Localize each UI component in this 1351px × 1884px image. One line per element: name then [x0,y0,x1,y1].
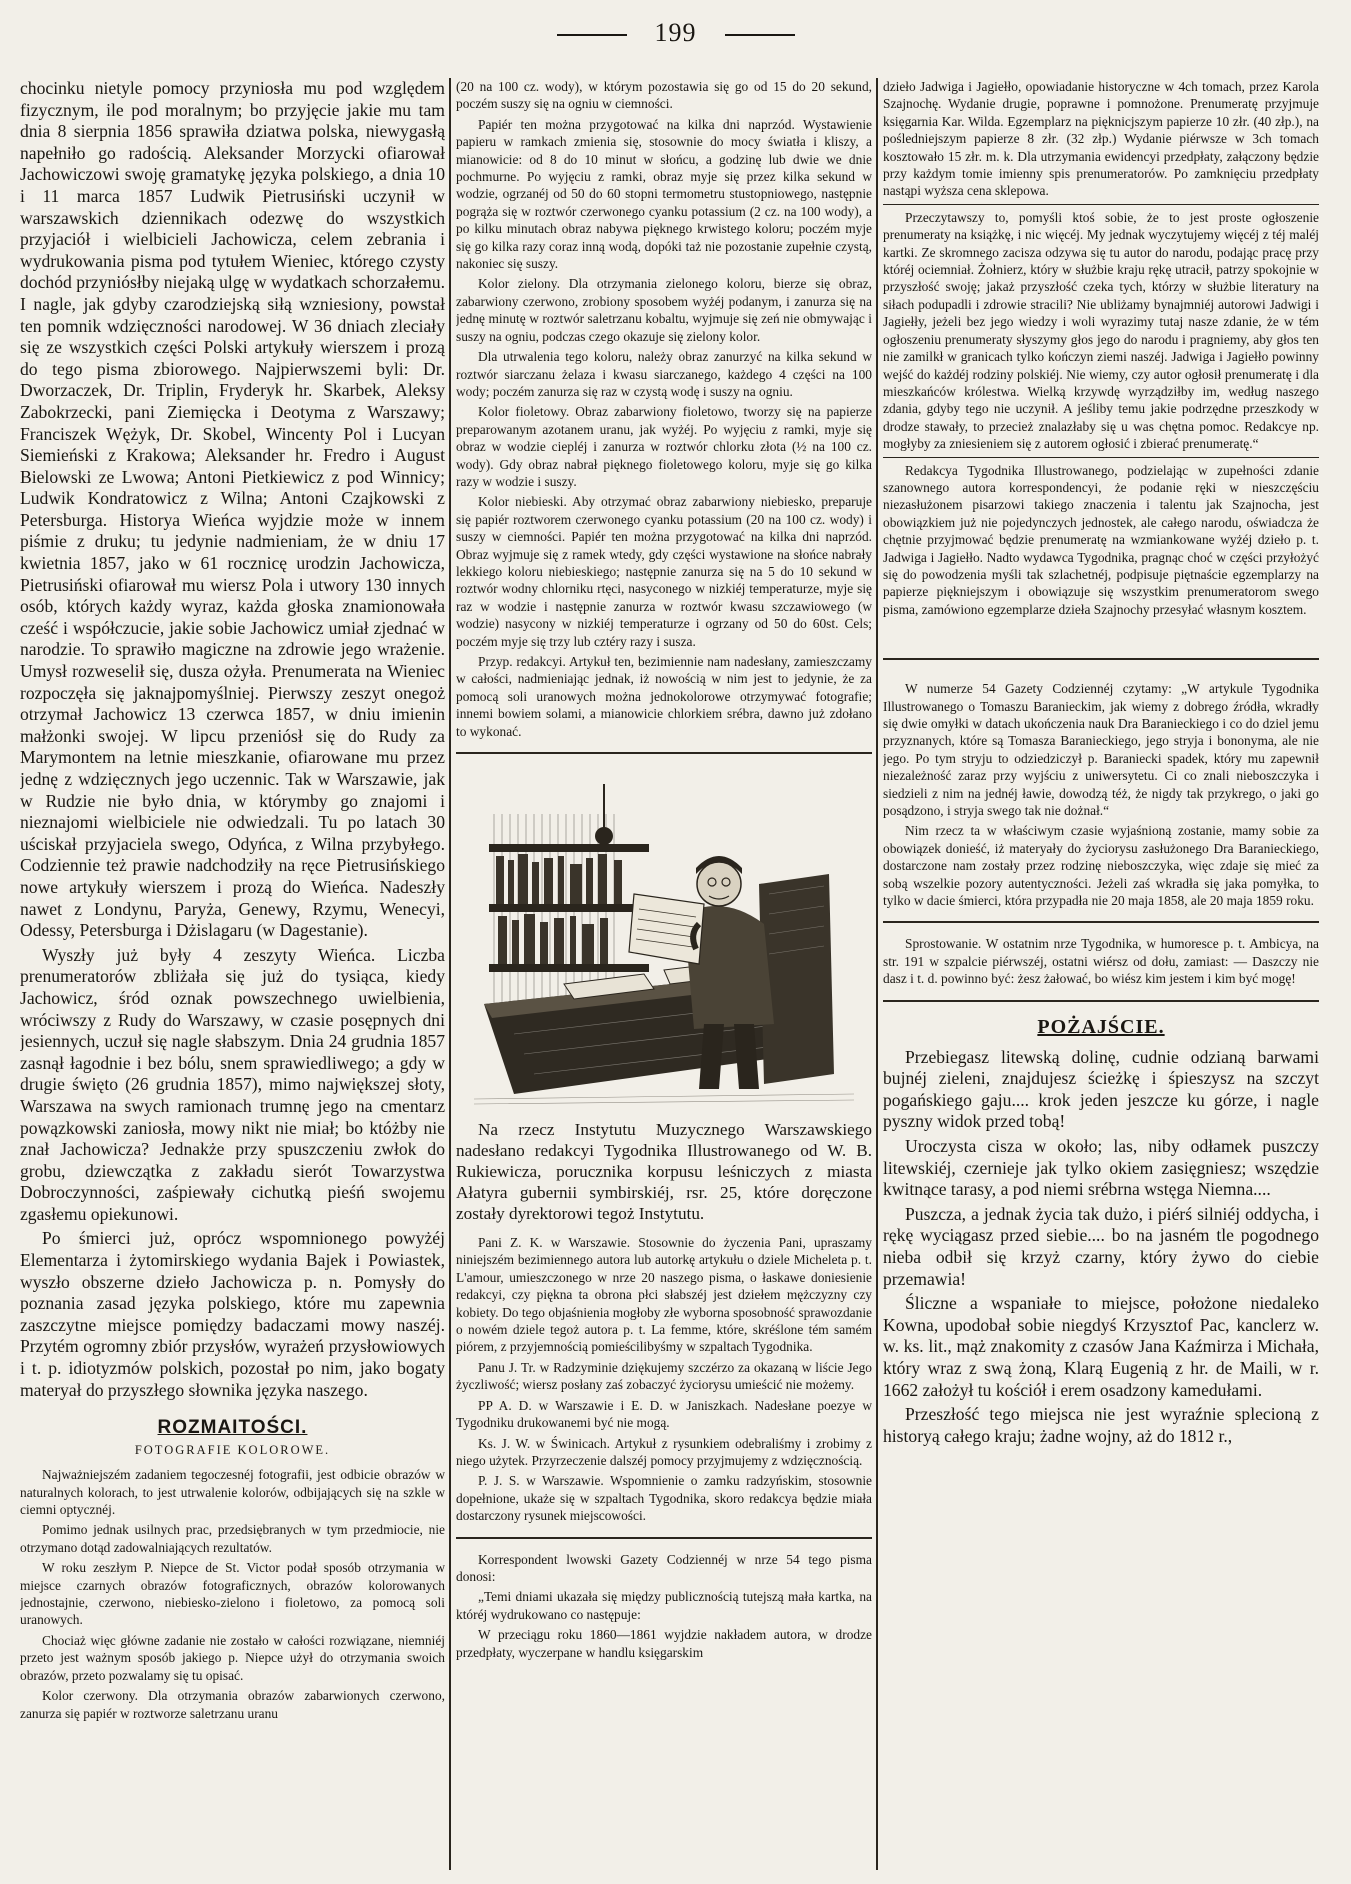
column-3 [883,78,1319,1870]
column-divider-2 [876,78,878,1870]
section-rule [883,1000,1319,1002]
paragraph: Korrespondent lwowski Gazety Codziennéj w nrze 54 tego pisma donosi: [456,1551,872,1584]
paragraph: Przeczytawszy to, pomyśli ktoś sobie, że to jest proste ogłoszenie prenumeraty na książkę, i nic więcéj. My jednak wyczytujemy więcéj z téj maléj kartki. Ze skromnego zacisza odzywa się tu autor do narodu, podając pracę przy któréj ociemniał. Żołnierz, który w służbie kraju rękę utracił, patrzy spokojnie w przyszłość swoję; jakaż przyszłość czeka tych, którzy w służbie literatury na siłach podupadli i zdrowie stracili? Nie ubliżamy bynajmniéj autorowi Jadwigi i Jagiełły, jeżeli bez jego wiedzy i woli wyrazimy tutaj nasze zdanie, że w tém ogłoszeniu prenumeraty słyszymy głos jego do narodu i pragniemy, aby głos ten nie zamilkł w granicach tylko kończyn ziemi naszéj. Jadwiga i Jagiełło powinny wejść do każdéj rodziny polskiéj. Nie wiemy, czy autor ogłosił prenumeratę i dla mieszkańców królestwa. Wielką krzywdę wyrządziłby im, według naszego zdania, gdyby tego nie uczynił. A jeśliby temu jakie podrzędne przeszkody w drodze stawały, to przecież znalazłaby się u was chętna pomoc. Redakcye np. mogłyby za zniesieniem się z autorem ogłosić i zbierać prenumeratę.“ [883,209,1319,452]
paragraph: Kolor niebieski. Aby otrzymać obraz zabarwiony niebiesko, preparuje się papiér roztworem czerwonego cyanku potassium (20 na 100 cz. wody) i suszy w ciemności. Papiér ten można przygotować na kilka dni naprzód. Obraz wyjmuje się z ramek wtedy, gdy części wystawione na słońce nabrały lekkiego koloru niebieskiego; następnie zanurza się na 5 do 10 sekund w roztwór wodny chlorniku rtęci, nasyconego w nizkiéj temperaturze, myje się raz w wodzie i następnie zanurza w roztwór kwasu szczawiowego (w wodzie) nasycony w nizkiéj temperaturze i ogrzany od 50 do 60st. Cels; poczém myje się trzy lub cztéry razy i susza. [456,494,872,649]
paragraph: Przeszłość tego miejsca nie jest wyraźnie splecioną z historyą całego kraju; żadne wojny, aż do 1812 r., [883,1404,1319,1446]
poem-heading: POŻAJŚCIE. [1037,1015,1165,1038]
paragraph: Przyp. redakcyi. Artykuł ten, bezimiennie nam nadesłany, zamieszczamy w całości, nadmieniając jednak, iż nowością w nim jest to jedynie, że za pomocą soli uranowych można jednokolorowe otrzymywać fotografie; innemi bowiem solami, a mianowicie chlorkiem srébra, dawno już zdołano to wykonać. [456,654,872,739]
paragraph: Redakcya Tygodnika Illustrowanego, podzielając w zupełności zdanie szanownego autora korrespondencyi, że podanie ręki w nieszczęściu niezasłużonem pisarzowi takiego znaczenia i talentu jak Szajnocha, jest obowiązkiem już nie pojedynczych jednostek, ale całego narodu, oświadcza że chętnie przyjmować będzie prenumeratę na wzmiankowane wyżéj dzieło p. t. Jadwiga i Jagiełło. Nadto wydawca Tygodnika, pragnąc choć w części przyłożyć się do powodzenia myśli tak szlachetnéj, podpisuje piętnaście egzemplarzy na papierze piękniejszym i obowiązuje się wszystkim prenumeratorom swego pisma, zamówiono egzemplarze dzieła Szajnochy przesyłać własnym kosztem. [883,462,1319,617]
column-1 [20,78,445,1870]
paragraph: „Temi dniami ukazała się między publicznością tutejszą mała kartka, na któréj wydrukowano co następuje: [456,1589,872,1622]
section-rule [883,204,1319,205]
section-rule [456,752,872,754]
paragraph: PP A. D. w Warszawie i E. D. w Janiszkach. Nadesłane poezye w Tygodniku drukowanemi być nie mogą. [456,1397,872,1431]
paragraph: Śliczne a wspaniałe to miejsce, położone niedaleko Kowna, upodobał sobie niegdyś Krzysztof Pac, kanclerz w. w. ks. lit., mąż znakomity z czasów Jana Kaźmirza i Michała, który wraz z swą żoną, Klarą Eugenią z hr. de Maili, w r. 1662 założył tu kościół i erem osadzony kamedułami. [883,1293,1319,1400]
paragraph: dzieło Jadwiga i Jagiełło, opowiadanie historyczne w 4ch tomach, przez Karola Szajnochę. Wydanie drugie, poprawne i pomnożone. Prenumeratę przyjmuje księgarnia Kar. Wilda. Egzemplarz na pięknicjszym papierze 10 złr. (40 złp.), na pośledniejszym papierze 8 złr. (32 złp.) Wydanie piérwsze w 3ch tomach kosztowało 15 złr. m. k. Dla utrzymania ewidencyi przedpłaty, załączony będzie przy każdym tomie imienny spis prenumeratorów. Po zamknięciu przedpłaty nastąpi wyższa cena sklepowa. [883,79,1319,199]
section-rule [883,658,1319,660]
paragraph: (20 na 100 cz. wody), w którym pozostawia się go od 15 do 20 sekund, poczém suszy się na ogniu w ciemności. [456,79,872,112]
engraving-illustration [474,774,854,1109]
paragraph: Kolor fioletowy. Obraz zabarwiony fioletowo, tworzy się na papierze preparowanym azotanem uranu, jak wyżéj. Po wyjęciu z ramki, myje się obraz w wodzie ciepléj i zanurza w roztwór chlorku złota (½ na 100 cz. wody). Gdy obraz nabrał pięknego fioletowego koloru, myje się go kilka razy w wodzie i suszy. [456,404,872,489]
section-rule [883,921,1319,923]
paragraph: W numerze 54 Gazety Codziennéj czytamy: „W artykule Tygodnika Illustrowanego o Tomaszu Baranieckim, jak wiemy z dobrego źródła, wkradły się dwie omyłki w datach ukończenia nauk Dra Baranieckiego i co do dziel jemu przyznanych, które są Tomasza Baranieckiego, jego stryja i bononyma, ale nie jego. Po tym stryju to odziedziczył p. Baraniecki spadek, który mu zapewnił niezależność zaraz przy wyjściu z uniwersytetu. Ci co znali nieboszczyka i siedzieli z nim na jednéj ławie, dowodzą téż, że nigdy tak przykrego, o jaki go posądzono, i stryja swego tak nie dożnał.“ [883,681,1319,819]
paragraph: Kolor czerwony. Dla otrzymania obrazów zabarwionych czerwono, zanurza się papiér w roztworze saletrzanu uranu [20,1688,445,1721]
paragraph: P. J. S. w Warszawie. Wspomnienie o zamku radzyńskim, stosownie dopełnione, ukaże się w szpaltach Tygodnika, skoro redakcya będzie miała dostarczony rysunek miejscowości. [456,1473,872,1524]
paragraph: Panu J. Tr. w Radzyminie dziękujemy szczérzo za okazaną w liście Jego życzliwość; wiersz posłany zaś zobaczyć życiorysu umieścić nie możemy. [456,1359,872,1393]
paragraph: W roku zeszłym P. Niepce de St. Victor podał sposób otrzymania w miejsce czarnych obrazów fotograficznych, obrazów kolorowanych jednostajnie, czerwono, niebiesko-zielono i fioletowo, za pomocą soli uranowych. [20,1560,445,1628]
paragraph: Puszcza, a jednak życia tak dużo, i piérś silniéj oddycha, i rękę wyciągasz przed siebie.... bo na jasném tle pogodnego nieba odbił się krzyż czarny, który żywo do ciebie przemawia! [883,1203,1319,1289]
paragraph: Po śmierci już, oprócz wspomnionego powyżéj Elementarza i żytomirskiego wydania Bajek i Powiastek, wyszło obszerne dzieło Jachowicza p. n. Pomysły do poznania zasad języka polskiego, które mu zapewnia zaszczytne miejsce pomiędzy badaczami mowy naszéj. Przytém ogromny zbiór przysłów, wyrażeń przysłowiowych i t. p. idiotyzmów polskich, pozostał po nim, jako bogaty materyał do przyszłego słownika języka naszego. [20,1228,445,1400]
header-rule-left [557,34,627,36]
paragraph: Kolor zielony. Dla otrzymania zielonego koloru, bierze się obraz, zabarwiony czerwono, zrobiony sposobem wyżéj podanym, i zanurza się na jednę minutę w roztwór saletrzanu kobaltu, wyjmuje się zeń nie obmywając i suszy na ogniu, podczas czego okazuje się zielony kolor. [456,276,872,344]
page-number-header [0,18,1351,48]
paragraph: Najważniejszém zadaniem tegoczesnéj fotografii, jest odbicie obrazów w naturalnych kolorach, to jest utrwalenie kolorów, odbijających się na szkle w ciemni optycznéj. [20,1467,445,1518]
paragraph: Przebiegasz litewską dolinę, cudnie odzianą barwami bujnéj zieleni, znajdujesz ścieżkę i śpieszysz na szczyt pogańskiego gaju.... krok jeden jeszcze ku górze, i nagle pyszny widok przed tobą! [883,1046,1319,1132]
paragraph: Wyszły już były 4 zeszyty Wieńca. Liczba prenumeratorów zbliżała się już do tysiąca, kiedy Jachowicz, śród oznak powszechnego uwielbienia, wróciwszy z Rudy do Warszawy, w czasie posępnych dni jesiennych, uczuł się nagle słabszym. Dnia 24 grudnia 1857 zasnął łagodnie i bez bólu, snem sprawiedliwego; a gdy w drugie święto (26 grudnia 1857), mimo największej słoty, Warszawa na swych ramionach trumnę jego na cmentarz powązkowski zaniosła, mowy nikt nie miał; bo któżby nie znał Jachowicza? Jednakże przy spuszczeniu zwłok do grobu, dziewczątka z zakładu sierót Towarzystwa Dobroczynności, zaśpiewały cichutką pieśń swojemu zgasłemu opiekunowi. [20,944,445,1224]
column-2 [456,78,872,1870]
paragraph: Dla utrwalenia tego koloru, należy obraz zanurzyć na kilka sekund w roztwór siarczanu żelaza i kwasu siarczanego, każdego 4 części na 100 wody; poczém zanurza się raz w czystą wodę i suszy na ogniu. [456,349,872,399]
paragraph: Papiér ten można przygotować na kilka dni naprzód. Wystawienie papieru w ramkach zmienia się, stosownie do mocy światła i kliszy, a mianowicie: od 8 do 10 minut w słońcu, a godzinę lub dwie we dnie pochmurne. Po wyjęciu z ramki, obraz myje się przez kilka sekund w wodzie, ogrzanéj od 50 do 60 stopni termometru stustopniowego, następnie pogrąża się w roztwór czerwonego cyanku potassium (2 cz. na 100 wody), a po kilku minutach obraz nabywa pięknego krwistego koloru; poczém myje się go kilka razy coraz inną wodą, dopóki taż nie pozostanie zupełnie czystą, nakoniec się suszy. [456,116,872,272]
paragraph: Nim rzecz ta w właściwym czasie wyjaśnioną zostanie, mamy sobie za obowiązek donieść, iż materyały do życiorysu zasłużonego Dra Baranieckiego, dostarczone nam zostały przez rodzinę nieboszczyka, więc zdaje się mieć za sobą wszelkie pozory autentyczności. Jeżeli zaś wkradła się jaka pomyłka, to tylko w dacie śmierci, która przypadła nie 20 maja 1858, ale 20 maja 1859 roku. [883,823,1319,909]
paragraph: Sprostowanie. W ostatnim nrze Tygodnika, w humoresce p. t. Ambicya, na str. 191 w szpalcie piérwszéj, ostatni wiérsz od dołu, zamiast: — Daszczy nie dasz i t. d. powinno być: żesz żałować, bo wiész kim jestem i kim być mogę! [883,936,1319,987]
page-number: 199 [654,18,697,47]
paragraph: Pomimo jednak usilnych prac, przedsiębranych w tym przedmiocie, nie otrzymano dotąd zadowalniających rezultatów. [20,1522,445,1555]
illustration-caption: Na rzecz Instytutu Muzycznego Warszawskiego nadesłano redakcyi Tygodnika Illustrowanego od W. B. Rukiewicza, porucznika korpusu leśniczych z miasta Ałatyra gubernii symbirskiéj, rsr. 25, które doręczone zostały dyrektorowi tegoż Instytutu. [456,1120,872,1224]
paragraph: Uroczysta cisza w około; las, niby odłamek puszczy litewskiéj, czernieje jak tylko okiem zasięgniesz; wszędzie kwitnące tarasy, a pod niemi srébrna wstęga Niemna.... [883,1136,1319,1200]
section-heading: ROZMAITOŚCI. [157,1417,308,1439]
section-rule [456,1537,872,1539]
paragraph: W przeciągu roku 1860—1861 wyjdzie nakładem autora, w drodze przedpłaty, wyczerpane w handlu księgarskim [456,1627,872,1660]
paragraph: Ks. J. W. w Świnicach. Artykuł z rysunkiem odebraliśmy i zrobimy z niego użytek. Przyrzeczenie dalszéj pomocy przyjmujemy z wdzięcznością. [456,1435,872,1468]
paragraph: chocinku nietyle pomocy przyniosła mu pod względem fizycznym, ile pod moralnym; bo przyjęcie jakie mu tam dnia 8 sierpnia 1856 sprawiła dziatwa polska, niewygasłą napełniło go radością. Aleksander Morzycki ofiarował Jachowiczowi swoję gramatykę języka polskiego, a dnia 10 i 11 marca 1857 Ludwik Pietrusiński uczynił w warszawskich dziennikach odezwę do wszystkich przyjaciół i wielbicieli Jachowicza, celem zebrania i wydrukowania pisma pod tytułem Wieniec, którego czysty dochód przyniósłby niejaką ulgę w wydatkach schorzałemu. I nagle, jak gdyby czarodziejską siłą wzniesiony, powstał ten pomnik wdzięczności narodowej. W 36 dniach zleciały się ze wszystkich części Polski artykuły wierszem i prozą do tego pisma zbiorowego. Najpierwszemi byli: Dr. Dworzaczek, Dr. Triplin, Fryderyk hr. Skarbek, Aleksy Zabokrzecki, pani Ziemięcka i Deotyma z Warszawy; Franciszek Wężyk, Dr. Skobel, Wincenty Pol i Lucyan Siemieński z Krakowa; Aleksander hr. Fredro i August Bielowski ze Lwowa; Antoni Pietkiewicz z pod Winnicy; Ludwik Kondratowicz z Wilna; Antoni Czajkowski z Petersburga. Historya Wieńca wyjdzie może w innem piśmie z druku; tu jedynie nadmieniam, że w dniu 17 kwietnia 1857, jako w 61 rocznicę urodzin Jachowicza, Pietrusiński ofiarował mu wiersz Pola i utwory 130 innych osób, których każdy wyraz, każda głoska znamionowała cześć i współczucie, jakie sobie Jachowicz umiał zjednać w narodzie. To sprawiło magiczne na zdrowie jego wrażenie. Umysł rozweselił się, dusza ożyła. Prenumerata na Wieniec rozpoczęła się jaknajpomyślniej. Pierwszy zeszyt onegoż otrzymał Jachowicz 13 czerwca 1857, w dniu imienin małżonki swojej. W lipcu przeniósł się do Rudy za Marymontem na letnie mieszkanie, ofiarowane mu przez jednę z wdzięcznych jego uczennic. Tak w Warszawie, jak w Rudzie nie było dnia, w którymby go znajomi i nieznajomi wielbiciele nie odwiedzali. Tu po latach 30 uściskał przyjaciela swego, Odyńca, z Wilna przybyłego. Codziennie też prawie nadchodziły na ręce Pietrusińskiego nowe artykuły wierszem i prozą do Wieńca. Nadeszły nawet z Londynu, Paryża, Genewy, Rzymu, Wenecyi, Odessy, Petersburga i Dżislagaru (w Dagestanie). [20,78,445,941]
header-rule-right [725,34,795,36]
column-divider-1 [449,78,451,1870]
paragraph: Pani Z. K. w Warszawie. Stosownie do życzenia Pani, upraszamy niniejszém bezimiennego autora lub autorkę artykułu o dziele Micheleta p. t. L'amour, umieszczonego w nrze 20 naszego pisma, o łaskawe doniesienie redakcyi, czy piękna ta obrona płci słabszéj jest dziełem mężczyzny czy kobiety. Do tego objaśnienia mogłoby złe wyborna sposobność sprawozdanie o nowém dziele tegoż autora p. t. La femme, które, skréślone tém samém piórem, z przyjemnością pomieścilibyśmy w szpaltach Tygodnika. [456,1235,872,1355]
subheading: FOTOGRAFIE KOLOROWE. [134,1443,331,1458]
section-rule [883,457,1319,458]
paragraph: Chociaż więc główne zadanie nie zostało w całości rozwiązane, niemniéj przeto jest ważnym sposób jakiego p. Niepce użył do otrzymania swoich obrazów, przeto pozwalamy się tu opisać. [20,1632,445,1683]
